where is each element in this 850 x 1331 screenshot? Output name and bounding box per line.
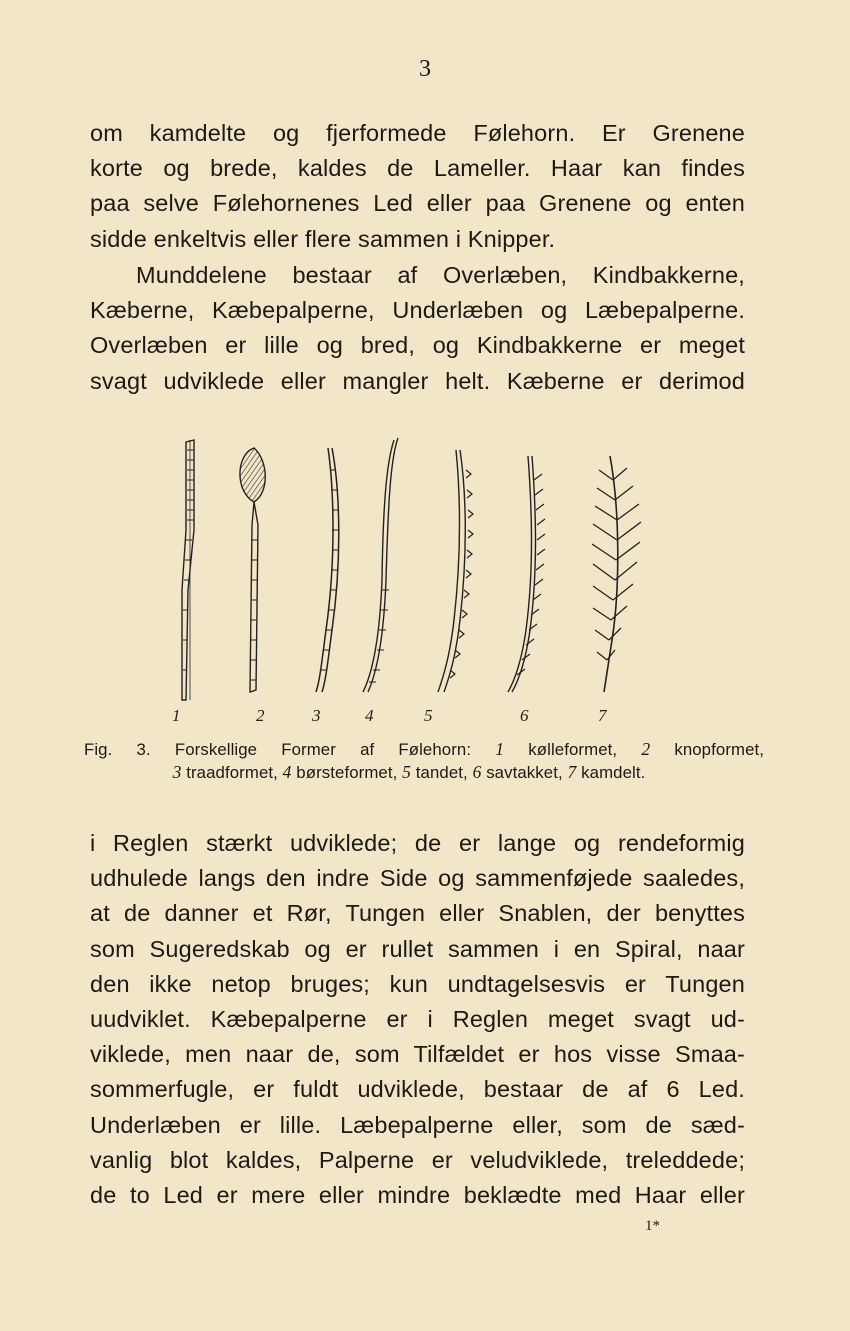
text-line: Overlæben er lille og bred, og Kindbakkerne er meget [90, 332, 745, 359]
text-line: udhulede langs den indre Side og sammenføjede saaledes, [90, 865, 745, 892]
text-line: de to Led er mere eller mindre beklædte med Haar eller [90, 1182, 745, 1209]
caption-line-2 [84, 761, 764, 784]
paragraph-mouthparts [90, 258, 745, 399]
figure-caption [84, 738, 764, 784]
text-line: den ikke netop bruges; kun undtagelsesvis er Tungen [90, 970, 745, 997]
text-line: sidde enkeltvis eller flere sammen i Knipper. [90, 225, 556, 252]
text-line: vanlig blot kaldes, Palperne er veludviklede, treleddede; [90, 1146, 745, 1173]
text-line: at de danner et Rør, Tungen eller Snablen, der benyttes [90, 900, 745, 927]
page-number: 3 [419, 56, 431, 82]
antenna-forms-figure [150, 430, 710, 730]
text-line: Underlæben er lille. Læbepalperne eller, som de sæd- [90, 1111, 745, 1138]
caption-line-1 [84, 738, 764, 761]
figure-numeral-6: 6 [520, 706, 529, 725]
caption-item-number: 6 [472, 762, 482, 782]
text-line: som Sugeredskab og er rullet sammen i en Spiral, naar [90, 935, 745, 962]
figure-numeral-7: 7 [598, 706, 607, 725]
text-line: viklede, men naar de, som Tilfældet er hos visse Smaa- [90, 1041, 745, 1068]
paragraph-antenna-forms [90, 116, 745, 257]
figure-numeral-3: 3 [312, 706, 321, 725]
text-line: svagt udviklede eller mangler helt. Kæberne er derimod [90, 367, 745, 394]
text-line: sommerfugle, er fuldt udviklede, bestaar de af 6 Led. [90, 1076, 745, 1103]
antenna-serrated-illustration [508, 456, 545, 692]
antenna-knob-illustration [240, 448, 265, 692]
antenna-bristle-illustration [363, 438, 398, 692]
caption-item-text: kamdelt. [581, 763, 646, 782]
caption-item-number: 3 [172, 762, 182, 782]
text-line: Munddelene bestaar af Overlæben, Kindbakkerne, [136, 262, 745, 288]
text-line: korte og brede, kaldes de Lameller. Haar kan findes [90, 155, 745, 182]
caption-item-text: knopformet, [674, 740, 765, 759]
text-line: om kamdelte og fjerformede Følehorn. Er Grenene [90, 120, 745, 146]
text-line: uudviklet. Kæbepalperne er i Reglen meget svagt ud- [90, 1006, 745, 1033]
text-line: i Reglen stærkt udviklede; de er lange og rendeformig [90, 830, 745, 856]
caption-label: Fig. 3. [84, 740, 151, 759]
figure-numeral-2: 2 [256, 706, 265, 725]
figure-numeral-4: 4 [365, 706, 374, 725]
text-line: paa selve Følehornenes Led eller paa Grenene og enten [90, 190, 745, 217]
caption-item-number: 5 [402, 762, 411, 782]
caption-item-text: børsteformet, [296, 763, 398, 782]
caption-item-number: 2 [641, 739, 651, 759]
caption-item-text: kølleformet, [528, 740, 618, 759]
caption-intro: Forskellige Former af Følehorn: [174, 740, 472, 759]
caption-item-number: 7 [567, 762, 577, 782]
antenna-thread-illustration [316, 448, 339, 692]
figure-numeral-1: 1 [172, 706, 181, 725]
caption-item-text: tandet, [415, 763, 468, 782]
antenna-toothed-illustration [438, 450, 473, 692]
text-line: Kæberne, Kæbepalperne, Underlæben og Læbepalperne. [90, 297, 745, 324]
antenna-club-illustration [182, 440, 194, 700]
caption-item-number: 1 [495, 739, 505, 759]
paragraph-proboscis [90, 826, 745, 1213]
figure-numeral-5: 5 [424, 706, 433, 725]
printer-signature-mark: 1* [645, 1218, 660, 1234]
caption-item-text: traadformet, [186, 763, 278, 782]
caption-item-text: savtakket, [486, 763, 563, 782]
antenna-comb-illustration [592, 456, 641, 692]
caption-item-number: 4 [282, 762, 292, 782]
